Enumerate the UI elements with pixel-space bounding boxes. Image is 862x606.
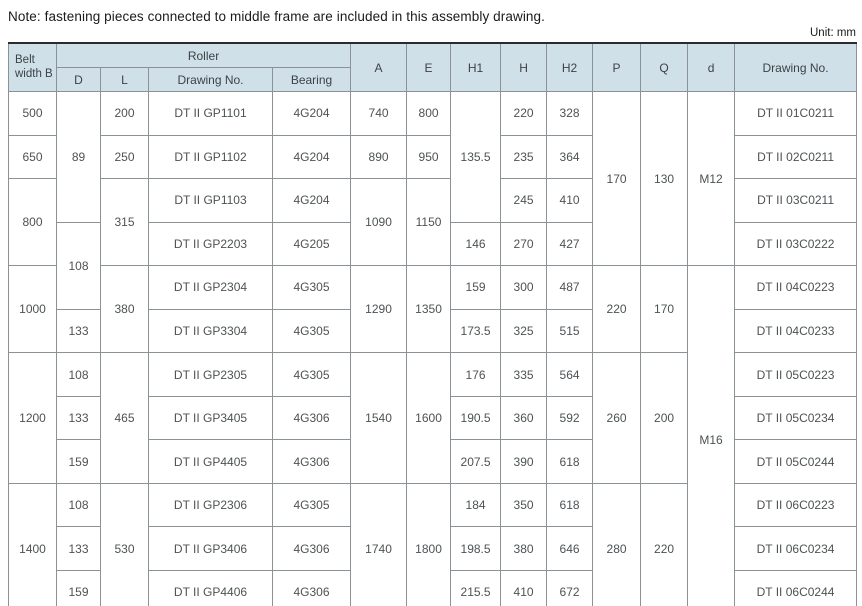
roller-bearing-cell: 4G305 [273,266,351,310]
header-dim-q: Q [641,43,688,92]
roller-bearing-cell: 4G305 [273,309,351,353]
header-row-1 [9,43,857,68]
dim-h2-cell: 515 [547,309,593,353]
dim-h-cell: 350 [501,483,547,527]
dim-h1-cell: 190.5 [451,396,501,440]
dim-h-cell: 270 [501,222,547,266]
dim-h2-cell: 672 [547,571,593,606]
dim-a-cell: 740 [351,92,407,136]
assembly-drawing-no-cell: DT II 04C0223 [735,266,857,310]
dim-h1-cell: 135.5 [451,92,501,223]
dim-p-cell: 220 [593,266,641,353]
dim-h2-cell: 592 [547,396,593,440]
dim-a-cell: 1740 [351,483,407,606]
roller-bearing-cell: 4G205 [273,222,351,266]
roller-l-cell: 315 [101,179,149,266]
header-roller-d: D [57,68,101,92]
dim-e-cell: 1600 [407,353,451,484]
assembly-drawing-no-cell: DT II 06C0244 [735,571,857,606]
header-roller-l: L [101,68,149,92]
dim-p-cell: 280 [593,483,641,606]
roller-bearing-cell: 4G204 [273,92,351,136]
dim-p-cell: 170 [593,92,641,266]
dim-h-cell: 380 [501,527,547,571]
assembly-drawing-no-cell: DT II 05C0223 [735,353,857,397]
belt-width-b-cell: 1200 [9,353,57,484]
roller-d-cell: 159 [57,440,101,484]
dim-q-cell: 130 [641,92,688,266]
dim-e-cell: 1350 [407,266,451,353]
note-text: Note: fastening pieces connected to middle frame are included in this assembly drawing. [8,9,545,24]
belt-width-b-cell: 650 [9,135,57,179]
unit-label: Unit: mm [810,27,856,39]
dim-h-cell: 360 [501,396,547,440]
dim-e-cell: 1800 [407,483,451,606]
roller-bearing-cell: 4G306 [273,396,351,440]
dim-h-cell: 300 [501,266,547,310]
roller-d-cell: 133 [57,396,101,440]
belt-width-b-cell: 500 [9,92,57,136]
dim-h1-cell: 207.5 [451,440,501,484]
roller-drawing-no-cell: DT II GP3405 [149,396,273,440]
roller-bearing-cell: 4G204 [273,179,351,223]
roller-drawing-no-cell: DT II GP1102 [149,135,273,179]
header-belt-width-b: Belt width B [9,43,57,92]
assembly-drawing-no-cell: DT II 05C0244 [735,440,857,484]
table-row [9,266,857,310]
dim-h1-cell: 184 [451,483,501,527]
header-dim-h2: H2 [547,43,593,92]
header-roller-group: Roller [57,43,351,68]
dim-h-cell: 220 [501,92,547,136]
roller-d-cell: 108 [57,483,101,527]
header-thread-d: d [688,43,735,92]
roller-d-cell: 89 [57,92,101,223]
dim-h1-cell: 198.5 [451,527,501,571]
dim-h2-cell: 410 [547,179,593,223]
roller-drawing-no-cell: DT II GP4405 [149,440,273,484]
roller-bearing-cell: 4G305 [273,483,351,527]
dim-e-cell: 800 [407,92,451,136]
roller-d-cell: 108 [57,353,101,397]
dim-h2-cell: 646 [547,527,593,571]
assembly-drawing-no-cell: DT II 01C0211 [735,92,857,136]
dim-h1-cell: 159 [451,266,501,310]
belt-width-b-cell: 800 [9,179,57,266]
spec-table-head [9,43,857,92]
dim-q-cell: 170 [641,266,688,353]
dim-h-cell: 410 [501,571,547,606]
roller-l-cell: 250 [101,135,149,179]
dim-h2-cell: 364 [547,135,593,179]
spec-table-body [9,92,857,606]
roller-drawing-no-cell: DT II GP2305 [149,353,273,397]
roller-drawing-no-cell: DT II GP3304 [149,309,273,353]
header-roller-drawing-no: Drawing No. [149,68,273,92]
header-dim-e: E [407,43,451,92]
roller-drawing-no-cell: DT II GP2304 [149,266,273,310]
roller-bearing-cell: 4G204 [273,135,351,179]
header-dim-h: H [501,43,547,92]
belt-width-b-cell: 1000 [9,266,57,353]
dim-h2-cell: 564 [547,353,593,397]
header-dim-a: A [351,43,407,92]
header-dim-h1: H1 [451,43,501,92]
roller-drawing-no-cell: DT II GP1101 [149,92,273,136]
dim-q-cell: 200 [641,353,688,484]
dim-h2-cell: 487 [547,266,593,310]
thread-d-cell: M16 [688,266,735,606]
header-assembly-drawing-no: Drawing No. [735,43,857,92]
roller-bearing-cell: 4G306 [273,571,351,606]
assembly-drawing-no-cell: DT II 04C0233 [735,309,857,353]
dim-a-cell: 1540 [351,353,407,484]
assembly-drawing-no-cell: DT II 02C0211 [735,135,857,179]
roller-d-cell: 133 [57,309,101,353]
roller-bearing-cell: 4G306 [273,440,351,484]
roller-drawing-no-cell: DT II GP2203 [149,222,273,266]
dim-p-cell: 260 [593,353,641,484]
dim-h2-cell: 328 [547,92,593,136]
roller-drawing-no-cell: DT II GP4406 [149,571,273,606]
dim-h2-cell: 618 [547,483,593,527]
dim-h-cell: 390 [501,440,547,484]
roller-l-cell: 200 [101,92,149,136]
dim-q-cell: 220 [641,483,688,606]
roller-bearing-cell: 4G306 [273,527,351,571]
header-dim-p: P [593,43,641,92]
dim-h1-cell: 215.5 [451,571,501,606]
roller-d-cell: 108 [57,222,101,309]
belt-width-b-cell: 1400 [9,483,57,606]
roller-d-cell: 133 [57,527,101,571]
dim-h-cell: 325 [501,309,547,353]
dim-a-cell: 890 [351,135,407,179]
dim-h1-cell: 146 [451,222,501,266]
roller-d-cell: 159 [57,571,101,606]
roller-drawing-no-cell: DT II GP3406 [149,527,273,571]
table-row [9,92,857,136]
dim-h1-cell: 173.5 [451,309,501,353]
header-roller-bearing: Bearing [273,68,351,92]
assembly-drawing-no-cell: DT II 03C0222 [735,222,857,266]
roller-drawing-no-cell: DT II GP2306 [149,483,273,527]
dim-a-cell: 1090 [351,179,407,266]
roller-l-cell: 465 [101,353,149,484]
dim-h2-cell: 427 [547,222,593,266]
dim-a-cell: 1290 [351,266,407,353]
roller-bearing-cell: 4G305 [273,353,351,397]
thread-d-cell: M12 [688,92,735,266]
roller-drawing-no-cell: DT II GP1103 [149,179,273,223]
dim-h1-cell: 176 [451,353,501,397]
dim-h-cell: 245 [501,179,547,223]
dim-h-cell: 335 [501,353,547,397]
spec-table [8,42,857,606]
assembly-drawing-no-cell: DT II 03C0211 [735,179,857,223]
dim-h-cell: 235 [501,135,547,179]
dim-e-cell: 950 [407,135,451,179]
dim-h2-cell: 618 [547,440,593,484]
dim-e-cell: 1150 [407,179,451,266]
assembly-drawing-no-cell: DT II 05C0234 [735,396,857,440]
roller-l-cell: 380 [101,266,149,353]
assembly-drawing-no-cell: DT II 06C0234 [735,527,857,571]
roller-l-cell: 530 [101,483,149,606]
assembly-drawing-no-cell: DT II 06C0223 [735,483,857,527]
